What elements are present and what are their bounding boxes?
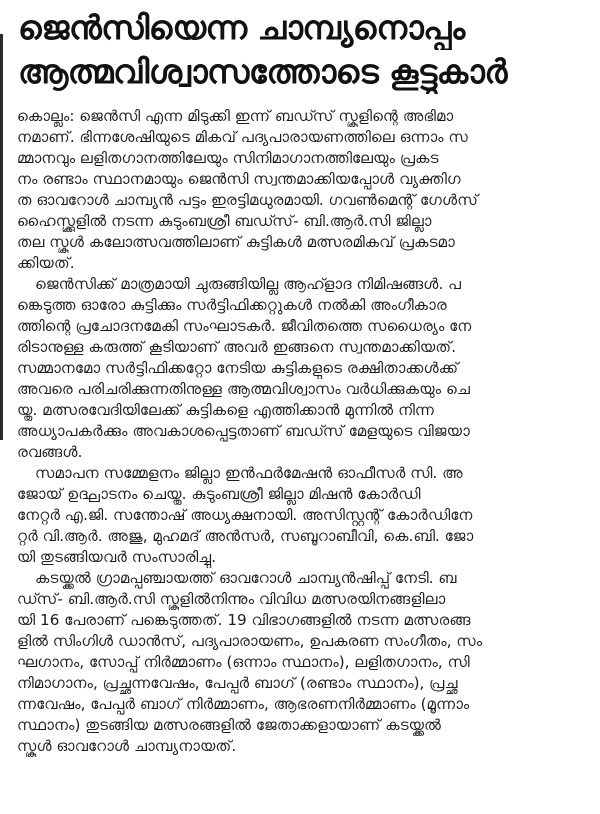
text-line: സമാപന സമ്മേളനം ജില്ലാ ഇൻഫർമേഷൻ ഓഫീസർ സി. അ — [35, 464, 463, 482]
headline — [18, 6, 593, 94]
text-line: മ്മാനവും ലളിതഗാനത്തിലേയും സിനിമാഗാനത്തിലേയും പ്രകട — [17, 149, 439, 167]
text-line: തല സ്കൂൾ കലോത്സവത്തിലാണ് കുട്ടികൾ മത്സരമികവ് പ്രകടമാ — [17, 233, 455, 251]
text-line: ങ്കെടുത്ത ഓരോ കുട്ടിക്കും സർട്ടിഫിക്കറ്റുകൾ നൽകി അംഗീകാര — [17, 296, 447, 314]
text-line: നേറ്റർ എ.ജി. സന്തോഷ് അധ്യക്ഷനായി. അസിസ്റ്റന്റ് കോർഡിനേ — [17, 506, 473, 524]
text-line: രവങ്ങൾ. — [17, 443, 83, 461]
text-line: സ്ഥാനം) തുടങ്ങിയ മത്സരങ്ങളിൽ ജേതാക്കളായാണ് കടയ്ക്കൽ — [17, 716, 442, 734]
text-line: ത്തിന്റെ പ്രചോദനമേകി സംഘാടകർ. ജീവിതത്തെ സധൈര്യം നേ — [17, 317, 472, 335]
text-line: ളിൽ സിംഗിൾ ഡാൻസ്, പദ്യപാരായണം, ഉപകരണ സംഗീതം, സം — [17, 632, 483, 650]
paragraph — [17, 568, 592, 757]
text-line: ജെൻസിക്ക് മാത്രമായി ചുരുങ്ങിയില്ല ആഹ്ളാദ നിമിഷങ്ങൾ. പ — [35, 275, 462, 293]
article-body — [17, 106, 592, 757]
text-line: യി 16 പേരാണ് പങ്കെടുത്തത്. 19 വിഭാഗങ്ങളിൽ നടന്ന മത്സരങ്ങ — [17, 611, 471, 629]
paragraph — [17, 274, 592, 463]
text-line: ഘഗാനം, സോപ്പ് നിർമ്മാണം (ഒന്നാം സ്ഥാനം), ലളിതഗാനം, സി — [17, 653, 470, 671]
text-line: സമ്മാനമോ സർട്ടിഫിക്കറ്റോ നേടിയ കുട്ടികളുടെ രക്ഷിതാക്കൾക്ക് — [17, 359, 459, 377]
text-line: രിടാനുള്ള കരുത്ത് കൂടിയാണ് അവർ ഇങ്ങനെ സ്വന്തമാക്കിയത്. — [17, 338, 457, 356]
text-line: റ്റർ വി.ആർ. അജു, മുഹമദ് അൻസർ, സബൂറാബീവി, കെ.ബി. ജോ — [17, 527, 474, 545]
text-line: നമാണ്. ഭിന്നശേഷിയുടെ മികവ് പദ്യപാരായണത്തിലെ ഒന്നാം സ — [17, 128, 468, 146]
headline-line: ആത്മവിശ്വാസത്തോടെ കൂട്ടുകാർ — [18, 52, 507, 91]
text-line: നിമാഗാനം, പ്രച്ഛന്നവേഷം, പേപ്പർ ബാഗ് (രണ്ടാം സ്ഥാനം), പ്രച്ഛ — [17, 674, 458, 692]
text-line: ന്നവേഷം, പേപ്പർ ബാഗ് നിർമ്മാണം, ആഭരണനിർമ്മാണം (മൂന്നാം — [17, 695, 470, 713]
column-rule — [0, 34, 3, 440]
text-line: നം രണ്ടാം സ്ഥാനമായും ജെൻസി സ്വന്തമാക്കിയപ്പോൾ വ്യക്തിഗ — [17, 170, 461, 188]
text-line: കടയ്ക്കൽ ഗ്രാമപ്പഞ്ചായത്ത് ഓവറോൾ ചാമ്പ്യൻഷിപ്പ് നേടി. ബ — [35, 569, 457, 587]
paragraph — [17, 106, 592, 274]
text-line: ഹൈസ്ക്കൂളിൽ നടന്ന കുടുംബശ്രീ ബഡ്സ്- ബി.ആർ.സി ജില്ലാ — [17, 212, 432, 230]
text-line: ത ഓവറോൾ ചാമ്പ്യൻ പട്ടം ഇരട്ടിമധുരമായി. ഗവൺമെന്റ് ഗേൾസ് — [17, 191, 479, 209]
text-line: യ്തു. മത്സരവേദിയിലേക്ക് കുട്ടികളെ എത്തിക്കാൻ മുന്നിൽ നിന്ന — [17, 401, 435, 419]
text-line: ഡ്സ്- ബി.ആർ.സി സ്കൂളിൽനിന്നും വിവിധ മത്സരയിനങ്ങളിലാ — [17, 590, 446, 608]
text-line: ക്കിയത്. — [17, 254, 75, 272]
text-line: സ്കൂൾ ഓവറോൾ ചാമ്പ്യനായത്. — [17, 737, 237, 755]
text-line: അധ്യാപകർക്കും അവകാശപ്പെട്ടതാണ് ബഡ്സ് മേളയുടെ വിജയാ — [17, 422, 470, 440]
text-line: കൊല്ലം: ജെൻസി എന്ന മിടുക്കി ഇന്ന് ബഡ്സ് സ്കൂളിന്റെ അഭിമാ — [17, 107, 454, 125]
paragraph — [17, 463, 592, 568]
text-line: യി തുടങ്ങിയവർ സംസാരിച്ചു. — [17, 548, 217, 566]
text-line: അവരെ പരിചരിക്കുന്നതിനുള്ള ആത്മവിശ്വാസം വർധിക്കുകയും ചെ — [17, 380, 470, 398]
headline-line: ജെൻസിയെന്ന ചാമ്പ്യനൊപ്പം — [18, 8, 465, 47]
text-line: ജോയ് ഉദ്ഘാടനം ചെയ്തു. കുടുംബശ്രീ ജില്ലാ മിഷൻ കോർഡി — [17, 485, 421, 503]
